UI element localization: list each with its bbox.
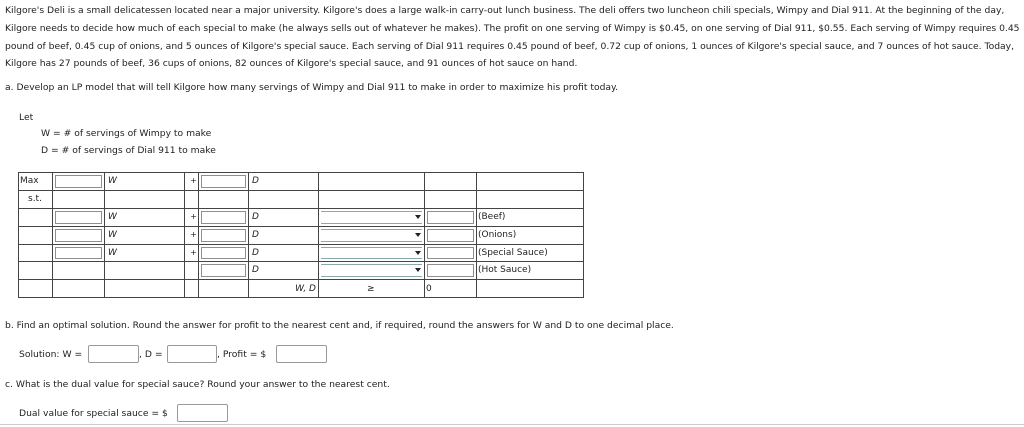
part-a-question: a. Develop an LP model that will tell Kilgore how many servings of Wimpy and Dial 911 to make in order to maximize his profit today. xyxy=(5,82,619,93)
sauce-d-coef-input[interactable] xyxy=(201,247,246,260)
var-d: D xyxy=(252,229,259,240)
beef-rhs-input[interactable] xyxy=(427,211,474,224)
onions-w-coef-input[interactable] xyxy=(55,229,102,242)
let-label: Let xyxy=(19,112,34,123)
constraint-label-hot-sauce: (Hot Sauce) xyxy=(478,265,532,276)
constraint-row-beef xyxy=(19,208,584,226)
var-d: D xyxy=(252,247,259,258)
part-c-question: c. What is the dual value for special sauce? Round your answer to the nearest cent. xyxy=(5,379,390,390)
objective-d-coef-input[interactable] xyxy=(201,175,246,188)
constraint-row-onions xyxy=(19,226,584,244)
lp-model-table xyxy=(18,172,584,298)
chevron-down-icon xyxy=(415,215,421,219)
var-d: D xyxy=(252,265,259,276)
plus-sign: + xyxy=(190,176,197,185)
beef-w-coef-input[interactable] xyxy=(55,211,102,224)
plus-sign: + xyxy=(190,247,197,257)
constraint-row-hot-sauce xyxy=(19,262,584,280)
onions-relation-select[interactable] xyxy=(321,229,422,242)
max-label: Max xyxy=(20,176,39,186)
st-row xyxy=(19,190,584,208)
plus-sign: + xyxy=(190,211,197,221)
nonneg-rhs: 0 xyxy=(426,284,432,295)
hot-relation-select[interactable] xyxy=(321,264,422,277)
definition-d: D = # of servings of Dial 911 to make xyxy=(41,145,216,156)
onions-d-coef-input[interactable] xyxy=(201,229,246,242)
beef-d-coef-input[interactable] xyxy=(201,211,246,224)
definition-w: W = # of servings of Wimpy to make xyxy=(41,128,212,139)
hot-d-coef-input[interactable] xyxy=(201,264,246,277)
nonneg-vars: W, D xyxy=(295,284,316,295)
objective-w-coef-input[interactable] xyxy=(55,175,102,188)
solution-d-label: , D = xyxy=(139,349,163,360)
problem-statement: Kilgore's Deli is a small delicatessen located near a major university. Kilgore's does a large walk-in carry-out lunch business. The deli offers two luncheon chili specials, Wimpy and Dial 911. At the beginning of the day, Kilgore needs to decide how much of each special to make (he always sells out of whatever he makes). The profit on one serving of Wimpy is $0.45, on one serving of Dial 911, $0.55. Each serving of Wimpy requires 0.45 pound of beef, 0.45 cup of onions, and 5 ounces of Kilgore's special sauce. Each serving of Dial 911 requires 0.45 pound of beef, 0.72 cup of onions, 1 ounces of Kilgore's special sauce, and 7 ounces of hot sauce. Today, Kilgore has 27 pounds of beef, 36 cups of onions, 82 ounces of Kilgore's special sauce, and 91 ounces of hot sauce on hand. xyxy=(5,5,1020,70)
solution-w-input[interactable] xyxy=(88,345,139,363)
chevron-down-icon xyxy=(415,233,421,237)
var-w: W xyxy=(108,211,117,222)
plus-sign: + xyxy=(190,229,197,239)
dual-value-input[interactable] xyxy=(177,404,228,422)
constraint-row-special-sauce xyxy=(19,244,584,262)
beef-relation-select[interactable] xyxy=(321,211,422,224)
part-b-question: b. Find an optimal solution. Round the answer for profit to the nearest cent and, if required, round the answers for W and D to one decimal place. xyxy=(5,320,674,331)
solution-label: Solution: W = xyxy=(19,349,83,360)
dual-value-label: Dual value for special sauce = $ xyxy=(19,408,168,419)
var-w: W xyxy=(108,247,117,258)
objective-row xyxy=(19,173,584,191)
st-label: s.t. xyxy=(28,193,42,204)
solution-profit-input[interactable] xyxy=(276,345,327,363)
sauce-w-coef-input[interactable] xyxy=(55,247,102,260)
var-d: D xyxy=(252,211,259,222)
bottom-divider xyxy=(0,424,1024,425)
onions-rhs-input[interactable] xyxy=(427,229,474,242)
nonnegativity-row xyxy=(19,280,584,298)
chevron-down-icon xyxy=(415,251,421,255)
solution-d-input[interactable] xyxy=(167,345,217,363)
constraint-label-onions: (Onions) xyxy=(478,229,517,240)
constraint-label-beef: (Beef) xyxy=(478,211,506,222)
var-w: W xyxy=(108,176,117,186)
chevron-down-icon xyxy=(415,268,421,272)
nonneg-sign: ≥ xyxy=(367,284,375,295)
var-d: D xyxy=(252,176,259,186)
constraint-label-special-sauce: (Special Sauce) xyxy=(478,247,548,258)
hot-rhs-input[interactable] xyxy=(427,264,474,277)
var-w: W xyxy=(108,229,117,240)
solution-profit-label: , Profit = $ xyxy=(217,349,267,360)
sauce-rhs-input[interactable] xyxy=(427,247,474,260)
sauce-relation-select[interactable] xyxy=(321,247,422,260)
